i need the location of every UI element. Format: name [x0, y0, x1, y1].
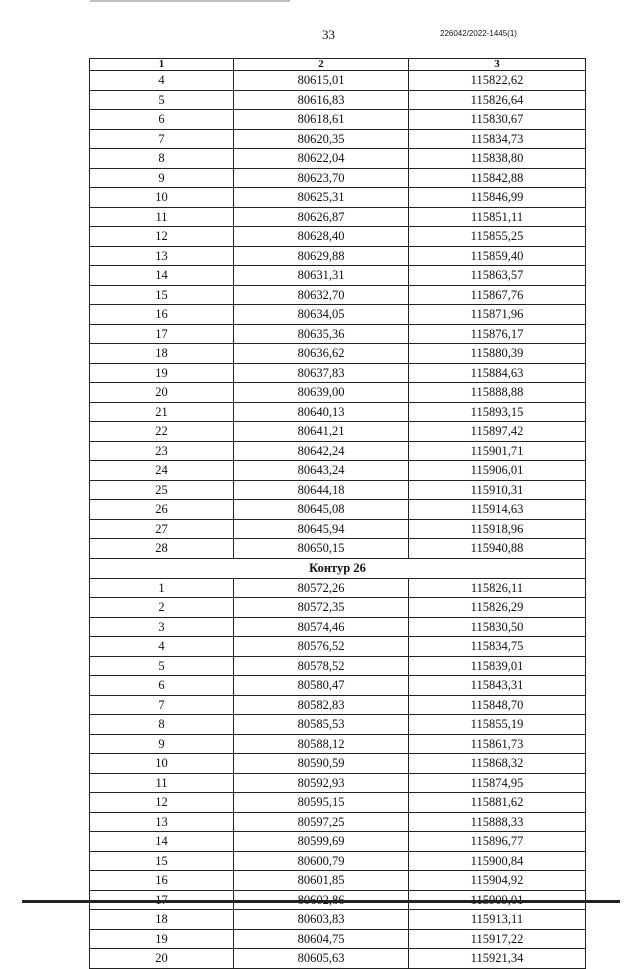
x-coordinate-cell: 80605,63 [234, 949, 409, 969]
table-row [90, 71, 586, 91]
x-coordinate-cell: 80636,62 [234, 344, 409, 364]
y-coordinate-cell: 115842,88 [409, 168, 586, 188]
y-coordinate-cell: 115855,19 [409, 715, 586, 735]
x-coordinate-cell: 80640,13 [234, 402, 409, 422]
table-row [90, 305, 586, 325]
y-coordinate-cell: 115838,80 [409, 149, 586, 169]
y-coordinate-cell: 115914,63 [409, 500, 586, 520]
table-row [90, 246, 586, 266]
x-coordinate-cell: 80644,18 [234, 480, 409, 500]
x-coordinate-cell: 80580,47 [234, 676, 409, 696]
point-number-cell: 13 [90, 246, 234, 266]
y-coordinate-cell: 115868,32 [409, 754, 586, 774]
point-number-cell: 12 [90, 227, 234, 247]
y-coordinate-cell: 115896,77 [409, 832, 586, 852]
y-coordinate-cell: 115839,01 [409, 656, 586, 676]
x-coordinate-cell: 80645,08 [234, 500, 409, 520]
x-coordinate-cell: 80632,70 [234, 285, 409, 305]
table-row [90, 227, 586, 247]
y-coordinate-cell: 115834,73 [409, 129, 586, 149]
point-number-cell: 6 [90, 110, 234, 130]
table-row [90, 149, 586, 169]
table-row [90, 90, 586, 110]
y-coordinate-cell: 115861,73 [409, 734, 586, 754]
point-number-cell: 18 [90, 344, 234, 364]
table-body-contour-26 [90, 578, 586, 968]
x-coordinate-cell: 80572,26 [234, 578, 409, 598]
table-row [90, 285, 586, 305]
y-coordinate-cell: 115917,22 [409, 929, 586, 949]
x-coordinate-cell: 80574,46 [234, 617, 409, 637]
point-number-cell: 2 [90, 598, 234, 618]
x-coordinate-cell: 80622,04 [234, 149, 409, 169]
y-coordinate-cell: 115843,31 [409, 676, 586, 696]
y-coordinate-cell: 115846,99 [409, 188, 586, 208]
table-row [90, 695, 586, 715]
table-row [90, 500, 586, 520]
table-row [90, 734, 586, 754]
y-coordinate-cell: 115826,29 [409, 598, 586, 618]
table-row [90, 793, 586, 813]
point-number-cell: 28 [90, 539, 234, 559]
y-coordinate-cell: 115863,57 [409, 266, 586, 286]
y-coordinate-cell: 115830,67 [409, 110, 586, 130]
point-number-cell: 10 [90, 188, 234, 208]
table-row [90, 773, 586, 793]
y-coordinate-cell: 115904,92 [409, 871, 586, 891]
point-number-cell: 25 [90, 480, 234, 500]
y-coordinate-cell: 115830,50 [409, 617, 586, 637]
table-row [90, 461, 586, 481]
x-coordinate-cell: 80595,15 [234, 793, 409, 813]
table-row [90, 656, 586, 676]
x-coordinate-cell: 80628,40 [234, 227, 409, 247]
point-number-cell: 11 [90, 773, 234, 793]
table-row [90, 383, 586, 403]
point-number-cell: 4 [90, 637, 234, 657]
x-coordinate-cell: 80634,05 [234, 305, 409, 325]
y-coordinate-cell: 115940,88 [409, 539, 586, 559]
table-row [90, 871, 586, 891]
column-header: 1 [90, 59, 234, 71]
point-number-cell: 24 [90, 461, 234, 481]
y-coordinate-cell: 115893,15 [409, 402, 586, 422]
table-row [90, 754, 586, 774]
point-number-cell: 16 [90, 305, 234, 325]
section-row [90, 558, 586, 578]
point-number-cell: 20 [90, 383, 234, 403]
column-header: 2 [234, 59, 409, 71]
y-coordinate-cell: 115826,64 [409, 90, 586, 110]
y-coordinate-cell: 115826,11 [409, 578, 586, 598]
point-number-cell: 9 [90, 734, 234, 754]
point-number-cell: 17 [90, 324, 234, 344]
point-number-cell: 6 [90, 676, 234, 696]
y-coordinate-cell: 115851,11 [409, 207, 586, 227]
y-coordinate-cell: 115901,71 [409, 441, 586, 461]
x-coordinate-cell: 80578,52 [234, 656, 409, 676]
y-coordinate-cell: 115834,75 [409, 637, 586, 657]
x-coordinate-cell: 80618,61 [234, 110, 409, 130]
y-coordinate-cell: 115880,39 [409, 344, 586, 364]
x-coordinate-cell: 80623,70 [234, 168, 409, 188]
point-number-cell: 18 [90, 910, 234, 930]
x-coordinate-cell: 80603,83 [234, 910, 409, 930]
coordinates-table [89, 58, 586, 969]
table-body-contour-previous [90, 71, 586, 559]
y-coordinate-cell: 115822,62 [409, 71, 586, 91]
point-number-cell: 4 [90, 71, 234, 91]
table-row [90, 910, 586, 930]
table-row [90, 617, 586, 637]
y-coordinate-cell: 115888,33 [409, 812, 586, 832]
top-divider [90, 0, 290, 2]
point-number-cell: 23 [90, 441, 234, 461]
y-coordinate-cell: 115921,34 [409, 949, 586, 969]
table-row [90, 110, 586, 130]
table-row [90, 812, 586, 832]
x-coordinate-cell: 80615,01 [234, 71, 409, 91]
point-number-cell: 21 [90, 402, 234, 422]
x-coordinate-cell: 80585,53 [234, 715, 409, 735]
table-row [90, 168, 586, 188]
table-row [90, 929, 586, 949]
table-row [90, 949, 586, 969]
point-number-cell: 11 [90, 207, 234, 227]
x-coordinate-cell: 80600,79 [234, 851, 409, 871]
x-coordinate-cell: 80588,12 [234, 734, 409, 754]
table-row [90, 598, 586, 618]
y-coordinate-cell: 115859,40 [409, 246, 586, 266]
point-number-cell: 14 [90, 266, 234, 286]
point-number-cell: 13 [90, 812, 234, 832]
x-coordinate-cell: 80629,88 [234, 246, 409, 266]
document-code: 226042/2022-1445(1) [440, 29, 517, 38]
x-coordinate-cell: 80631,31 [234, 266, 409, 286]
table-row [90, 539, 586, 559]
table-row [90, 266, 586, 286]
y-coordinate-cell: 115848,70 [409, 695, 586, 715]
table-row [90, 402, 586, 422]
table-row [90, 637, 586, 657]
point-number-cell: 5 [90, 90, 234, 110]
table-row [90, 676, 586, 696]
point-number-cell: 8 [90, 149, 234, 169]
table-row [90, 207, 586, 227]
x-coordinate-cell: 80625,31 [234, 188, 409, 208]
y-coordinate-cell: 115867,76 [409, 285, 586, 305]
point-number-cell: 8 [90, 715, 234, 735]
table-row [90, 715, 586, 735]
table-row [90, 422, 586, 442]
y-coordinate-cell: 115874,95 [409, 773, 586, 793]
x-coordinate-cell: 80639,00 [234, 383, 409, 403]
point-number-cell: 20 [90, 949, 234, 969]
table-row [90, 188, 586, 208]
point-number-cell: 15 [90, 285, 234, 305]
table-row [90, 324, 586, 344]
x-coordinate-cell: 80599,69 [234, 832, 409, 852]
table-row [90, 441, 586, 461]
point-number-cell: 19 [90, 929, 234, 949]
x-coordinate-cell: 80616,83 [234, 90, 409, 110]
y-coordinate-cell: 115918,96 [409, 519, 586, 539]
x-coordinate-cell: 80572,35 [234, 598, 409, 618]
y-coordinate-cell: 115881,62 [409, 793, 586, 813]
page-number: 33 [322, 27, 335, 42]
x-coordinate-cell: 80641,21 [234, 422, 409, 442]
x-coordinate-cell: 80592,93 [234, 773, 409, 793]
column-header: 3 [409, 59, 586, 71]
y-coordinate-cell: 115871,96 [409, 305, 586, 325]
y-coordinate-cell: 115913,11 [409, 910, 586, 930]
x-coordinate-cell: 80620,35 [234, 129, 409, 149]
y-coordinate-cell: 115888,88 [409, 383, 586, 403]
y-coordinate-cell: 115900,84 [409, 851, 586, 871]
x-coordinate-cell: 80597,25 [234, 812, 409, 832]
point-number-cell: 3 [90, 617, 234, 637]
point-number-cell: 9 [90, 168, 234, 188]
table-row [90, 480, 586, 500]
section-header-body [90, 558, 586, 578]
point-number-cell: 7 [90, 129, 234, 149]
y-coordinate-cell: 115897,42 [409, 422, 586, 442]
x-coordinate-cell: 80626,87 [234, 207, 409, 227]
point-number-cell: 19 [90, 363, 234, 383]
table-row [90, 129, 586, 149]
point-number-cell: 26 [90, 500, 234, 520]
bottom-divider [22, 900, 620, 903]
y-coordinate-cell: 115910,31 [409, 480, 586, 500]
point-number-cell: 14 [90, 832, 234, 852]
table-row [90, 363, 586, 383]
x-coordinate-cell: 80650,15 [234, 539, 409, 559]
section-title: Контур 26 [90, 558, 586, 578]
x-coordinate-cell: 80643,24 [234, 461, 409, 481]
table-row [90, 344, 586, 364]
point-number-cell: 16 [90, 871, 234, 891]
point-number-cell: 12 [90, 793, 234, 813]
x-coordinate-cell: 80582,83 [234, 695, 409, 715]
y-coordinate-cell: 115855,25 [409, 227, 586, 247]
point-number-cell: 15 [90, 851, 234, 871]
y-coordinate-cell: 115876,17 [409, 324, 586, 344]
point-number-cell: 7 [90, 695, 234, 715]
point-number-cell: 22 [90, 422, 234, 442]
x-coordinate-cell: 80601,85 [234, 871, 409, 891]
point-number-cell: 1 [90, 578, 234, 598]
x-coordinate-cell: 80590,59 [234, 754, 409, 774]
x-coordinate-cell: 80642,24 [234, 441, 409, 461]
point-number-cell: 27 [90, 519, 234, 539]
table-header-row [90, 59, 586, 71]
y-coordinate-cell: 115906,01 [409, 461, 586, 481]
x-coordinate-cell: 80635,36 [234, 324, 409, 344]
table-row [90, 578, 586, 598]
point-number-cell: 10 [90, 754, 234, 774]
x-coordinate-cell: 80645,94 [234, 519, 409, 539]
x-coordinate-cell: 80637,83 [234, 363, 409, 383]
point-number-cell: 5 [90, 656, 234, 676]
table-row [90, 832, 586, 852]
x-coordinate-cell: 80576,52 [234, 637, 409, 657]
table-row [90, 851, 586, 871]
table-row [90, 519, 586, 539]
y-coordinate-cell: 115884,63 [409, 363, 586, 383]
x-coordinate-cell: 80604,75 [234, 929, 409, 949]
